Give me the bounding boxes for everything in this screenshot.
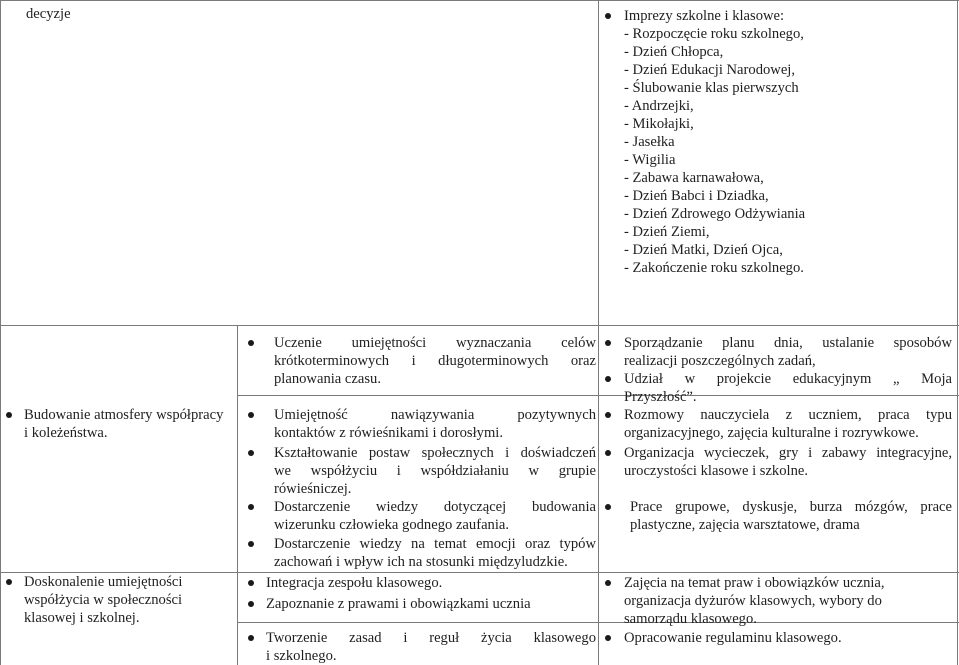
bullet	[248, 541, 254, 547]
list-item: - Zakończenie roku szkolnego.	[624, 260, 804, 276]
task-text: zachowań i wpływ ich na stosunki międzyludzkie.	[274, 554, 568, 570]
task-text: wizerunku człowieka godnego zaufania.	[274, 517, 510, 533]
goal-cooperation: Budowanie atmosfery współpracy	[24, 407, 224, 423]
bullet	[248, 601, 254, 607]
method-text: organizacja dyżurów klasowych, wybory do	[624, 593, 882, 609]
bullet	[605, 635, 611, 641]
bullet	[605, 450, 611, 456]
bullet	[248, 504, 254, 510]
list-item: - Wigilia	[624, 152, 676, 168]
row-divider-inner	[237, 395, 959, 396]
row-divider-inner-2	[237, 622, 959, 623]
list-item: - Rozpoczęcie roku szkolnego,	[624, 26, 804, 42]
task-text: Tworzenie zasad i reguł życia klasowego	[266, 630, 596, 646]
table-border-left	[0, 0, 1, 665]
method-text: samorządu klasowego.	[624, 611, 757, 627]
method-text: Udział w projekcie edukacyjnym „ Moja	[624, 371, 952, 387]
cell-decyzje: decyzje	[26, 6, 71, 22]
list-item: - Jasełka	[624, 134, 675, 150]
task-text: kontaktów z rówieśnikami i dorosłymi.	[274, 425, 504, 441]
column-divider-2	[598, 0, 599, 665]
task-text: Zapoznanie z prawami i obowiązkami ucznia	[266, 596, 531, 612]
bullet	[605, 340, 611, 346]
bullet	[6, 412, 12, 418]
method-text: plastyczne, zajęcia warsztatowe, drama	[630, 517, 860, 533]
table-border-top	[0, 0, 959, 1]
list-item: - Dzień Babci i Dziadka,	[624, 188, 769, 204]
method-text: Rozmowy nauczyciela z uczniem, praca typu	[624, 407, 952, 423]
list-item: - Dzień Matki, Dzień Ojca,	[624, 242, 783, 258]
goal-community-cont: klasowej i szkolnej.	[24, 610, 140, 626]
task-text: we współżyciu i współdziałaniu w grupie	[274, 463, 596, 479]
bullet	[605, 504, 611, 510]
task-text: Kształtowanie postaw społecznych i doświadczeń	[274, 445, 596, 461]
bullet	[248, 450, 254, 456]
table-border-right	[957, 0, 958, 665]
bullet	[248, 340, 254, 346]
task-text: Integracja zespołu klasowego.	[266, 575, 443, 591]
events-title: Imprezy szkolne i klasowe:	[624, 8, 785, 24]
method-text: Zajęcia na temat praw i obowiązków ucznia,	[624, 575, 885, 591]
bullet	[605, 580, 611, 586]
bullet	[605, 412, 611, 418]
method-text: Przyszłość”.	[624, 389, 697, 405]
method-text: Sporządzanie planu dnia, ustalanie sposobów	[624, 335, 952, 351]
method-text: uroczystości klasowe i szkolne.	[624, 463, 808, 479]
task-text: Dostarczenie wiedzy dotyczącej budowania	[274, 499, 596, 515]
bullet	[605, 376, 611, 382]
list-item: - Dzień Edukacji Narodowej,	[624, 62, 796, 78]
method-text: Organizacja wycieczek, gry i zabawy integracyjne,	[624, 445, 952, 461]
task-text: i szkolnego.	[266, 648, 337, 664]
bullet	[248, 580, 254, 586]
bullet	[248, 412, 254, 418]
list-item: - Dzień Ziemi,	[624, 224, 710, 240]
list-item: - Andrzejki,	[624, 98, 694, 114]
list-item: - Dzień Zdrowego Odżywiania	[624, 206, 806, 222]
task-text: Uczenie umiejętności wyznaczania celów	[274, 335, 596, 351]
row-divider-1	[0, 325, 959, 326]
column-divider-1	[237, 325, 238, 665]
goal-community-cont: współżycia w społeczności	[24, 592, 183, 608]
task-text: Umiejętność nawiązywania pozytywnych	[274, 407, 596, 423]
method-text: organizacyjnego, zajęcia kulturalne i rozrywkowe.	[624, 425, 919, 441]
task-text: rówieśniczej.	[274, 481, 352, 497]
method-text: realizacji poszczególnych zadań,	[624, 353, 816, 369]
method-text: Prace grupowe, dyskusje, burza mózgów, prace	[630, 499, 952, 515]
task-text: planowania czasu.	[274, 371, 381, 387]
list-item: - Dzień Chłopca,	[624, 44, 724, 60]
goal-cooperation-cont: i koleżeństwa.	[24, 425, 108, 441]
list-item: - Zabawa karnawałowa,	[624, 170, 764, 186]
bullet	[6, 579, 12, 585]
method-text: Opracowanie regulaminu klasowego.	[624, 630, 842, 646]
task-text: krótkoterminowych i długoterminowych oraz	[274, 353, 596, 369]
task-text: Dostarczenie wiedzy na temat emocji oraz typów	[274, 536, 596, 552]
bullet	[248, 635, 254, 641]
list-item: - Mikołajki,	[624, 116, 694, 132]
bullet	[605, 13, 611, 19]
list-item: - Ślubowanie klas pierwszych	[624, 80, 799, 96]
goal-community: Doskonalenie umiejętności	[24, 574, 183, 590]
